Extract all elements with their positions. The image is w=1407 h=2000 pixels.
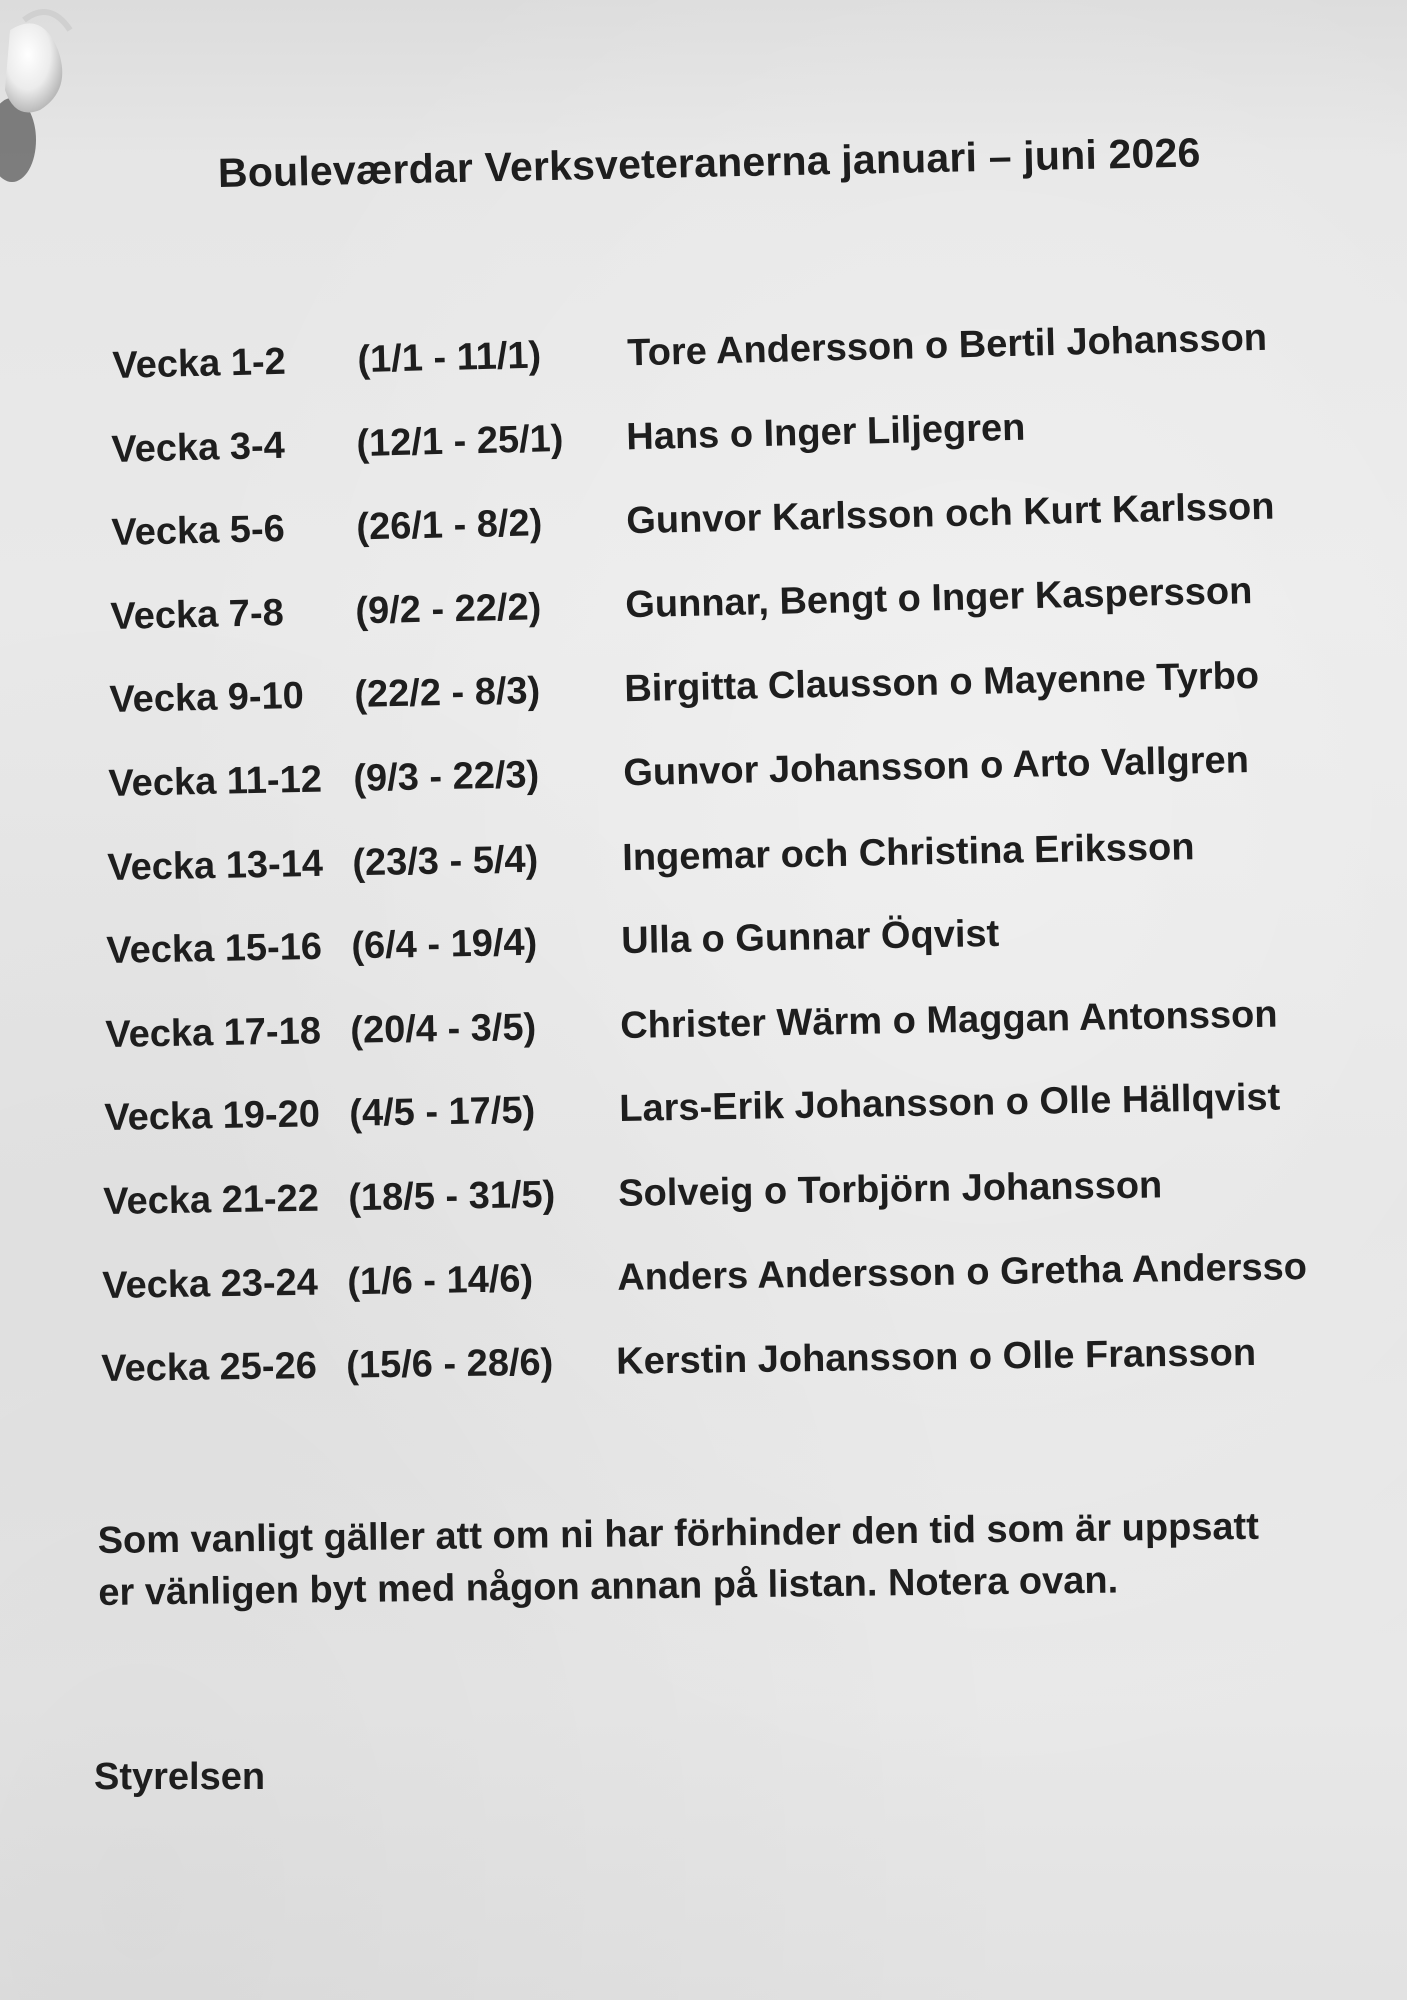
schedule-week: Vecka 25-26 xyxy=(101,1345,318,1391)
schedule-names: Gunvor Johansson o Arto Vallgren xyxy=(622,739,1250,795)
schedule-names: Ulla o Gunnar Öqvist xyxy=(620,913,1000,963)
schedule-dates: (4/5 - 17/5) xyxy=(348,1089,536,1136)
schedule-week: Vecka 19-20 xyxy=(104,1093,321,1140)
schedule-names: Gunvor Karlsson och Kurt Karlsson xyxy=(625,485,1275,543)
schedule-week: Vecka 23-24 xyxy=(102,1261,319,1307)
footer-note xyxy=(97,1501,1259,1619)
schedule-names: Tore Andersson o Bertil Johansson xyxy=(626,316,1268,375)
schedule-week: Vecka 9-10 xyxy=(109,675,305,722)
schedule-dates: (20/4 - 3/5) xyxy=(349,1006,537,1052)
schedule-dates: (9/2 - 22/2) xyxy=(354,586,542,633)
schedule-week: Vecka 3-4 xyxy=(111,424,286,471)
schedule-week: Vecka 11-12 xyxy=(108,758,323,805)
schedule-dates: (15/6 - 28/6) xyxy=(345,1341,554,1387)
schedule-week: Vecka 21-22 xyxy=(103,1177,320,1223)
schedule-names: Kerstin Johansson o Olle Fransson xyxy=(615,1332,1257,1383)
schedule-week: Vecka 13-14 xyxy=(107,842,324,889)
schedule-names: Birgitta Clausson o Mayenne Tyrbo xyxy=(623,655,1260,711)
schedule-dates: (12/1 - 25/1) xyxy=(355,417,564,465)
schedule-dates: (18/5 - 31/5) xyxy=(347,1173,556,1220)
schedule-dates: (1/1 - 11/1) xyxy=(356,334,542,382)
notice-title: Bouleværdar Verksveteranerna januari – juni 2026 xyxy=(217,129,1201,196)
schedule-names: Lars-Erik Johansson o Olle Hällqvist xyxy=(618,1076,1281,1131)
schedule-week: Vecka 17-18 xyxy=(105,1010,322,1056)
schedule-dates: (1/6 - 14/6) xyxy=(346,1257,534,1303)
schedule-names: Christer Wärm o Maggan Antonsson xyxy=(619,993,1278,1047)
schedule-names: Hans o Inger Liljegren xyxy=(625,406,1026,458)
footer-line-2: er vänligen byt med någon annan på listan. Notera ovan. xyxy=(98,1559,1119,1614)
schedule-week: Vecka 1-2 xyxy=(112,340,287,387)
schedule-names: Solveig o Torbjörn Johansson xyxy=(617,1164,1163,1215)
schedule-names: Anders Andersson o Gretha Andersso xyxy=(616,1245,1308,1299)
schedule-dates: (22/2 - 8/3) xyxy=(353,670,541,717)
schedule-dates: (9/3 - 22/3) xyxy=(352,753,540,800)
schedule-names: Gunnar, Bengt o Inger Kaspersson xyxy=(624,569,1253,627)
schedule-dates: (26/1 - 8/2) xyxy=(355,502,543,549)
schedule-week: Vecka 7-8 xyxy=(110,591,285,638)
push-pin-icon xyxy=(0,0,90,190)
schedule-names: Ingemar och Christina Eriksson xyxy=(621,825,1195,879)
schedule-week: Vecka 15-16 xyxy=(106,926,323,973)
schedule-dates: (6/4 - 19/4) xyxy=(350,921,538,968)
signature: Styrelsen xyxy=(94,1756,266,1798)
footer-line-1: Som vanligt gäller att om ni har förhinder den tid som är uppsatt xyxy=(97,1505,1260,1563)
schedule-week: Vecka 5-6 xyxy=(111,508,286,555)
schedule-dates: (23/3 - 5/4) xyxy=(351,838,539,884)
